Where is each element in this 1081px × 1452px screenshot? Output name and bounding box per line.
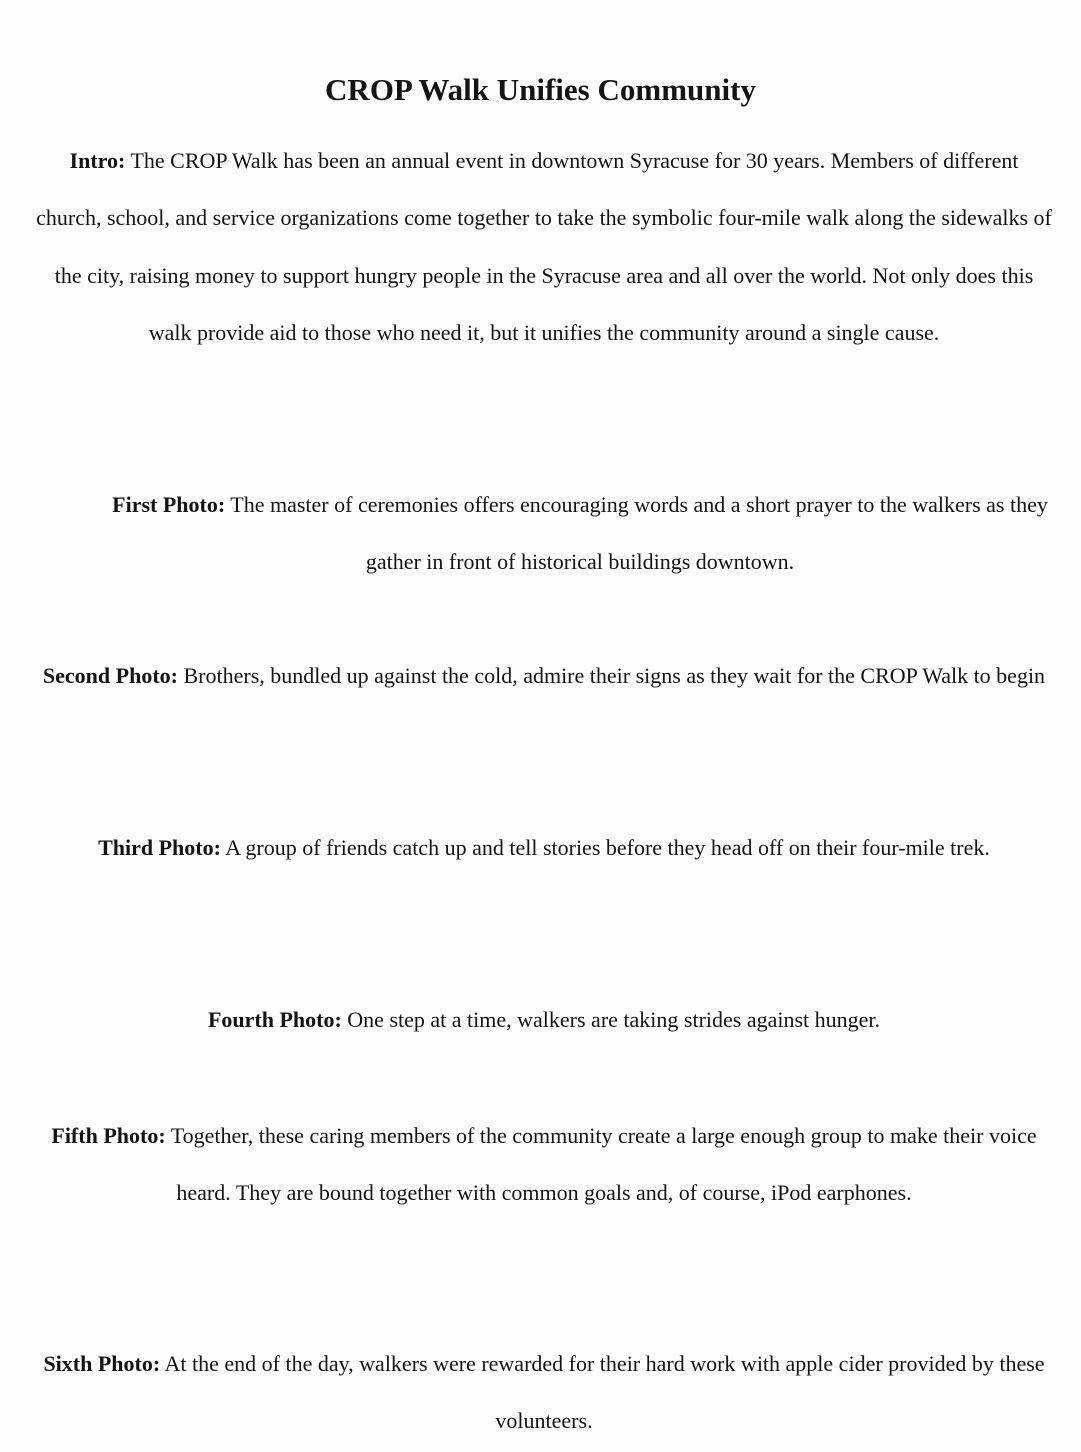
first-photo-label: First Photo: bbox=[112, 492, 226, 517]
third-photo-text: A group of friends catch up and tell stories before they head off on their four-mile trek. bbox=[225, 835, 990, 860]
second-photo-text: Brothers, bundled up against the cold, admire their signs as they wait for the CROP Walk to begin bbox=[183, 663, 1046, 688]
first-photo-text: The master of ceremonies offers encouraging words and a short prayer to the walkers as they gather in front of historical buildings downtown. bbox=[230, 492, 1048, 575]
second-photo-label: Second Photo: bbox=[42, 663, 178, 688]
intro-paragraph bbox=[36, 132, 1052, 361]
fourth-photo-label: Fourth Photo: bbox=[207, 1007, 342, 1032]
fifth-photo-caption bbox=[46, 1107, 1042, 1222]
fifth-photo-text: Together, these caring members of the community create a large enough group to make their voice heard. They are bound together with common goals and, of course, iPod earphones. bbox=[170, 1123, 1037, 1206]
sixth-photo-text: At the end of the day, walkers were rewarded for their hard work with apple cider provided by these volunteers. bbox=[164, 1351, 1045, 1434]
third-photo-label: Third Photo: bbox=[98, 835, 221, 860]
sixth-photo-label: Sixth Photo: bbox=[43, 1351, 161, 1376]
first-photo-caption bbox=[110, 476, 1050, 591]
second-photo-caption bbox=[36, 647, 1052, 704]
fourth-photo-caption bbox=[36, 991, 1052, 1048]
fourth-photo-text: One step at a time, walkers are taking strides against hunger. bbox=[347, 1007, 881, 1032]
intro-text: The CROP Walk has been an annual event in downtown Syracuse for 30 years. Members of different church, school, and service organizations come together to take the symbolic four-mile walk along the sidewalks of the city, raising money to support hungry people in the Syracuse area and all over the world. Not only does this walk provide aid to those who need it, but it unifies the community around a single cause. bbox=[36, 148, 1052, 345]
sixth-photo-caption bbox=[36, 1335, 1052, 1450]
third-photo-caption bbox=[46, 819, 1042, 876]
fifth-photo-label: Fifth Photo: bbox=[51, 1123, 166, 1148]
intro-label: Intro: bbox=[69, 148, 126, 173]
document-title: CROP Walk Unifies Community bbox=[325, 72, 756, 107]
